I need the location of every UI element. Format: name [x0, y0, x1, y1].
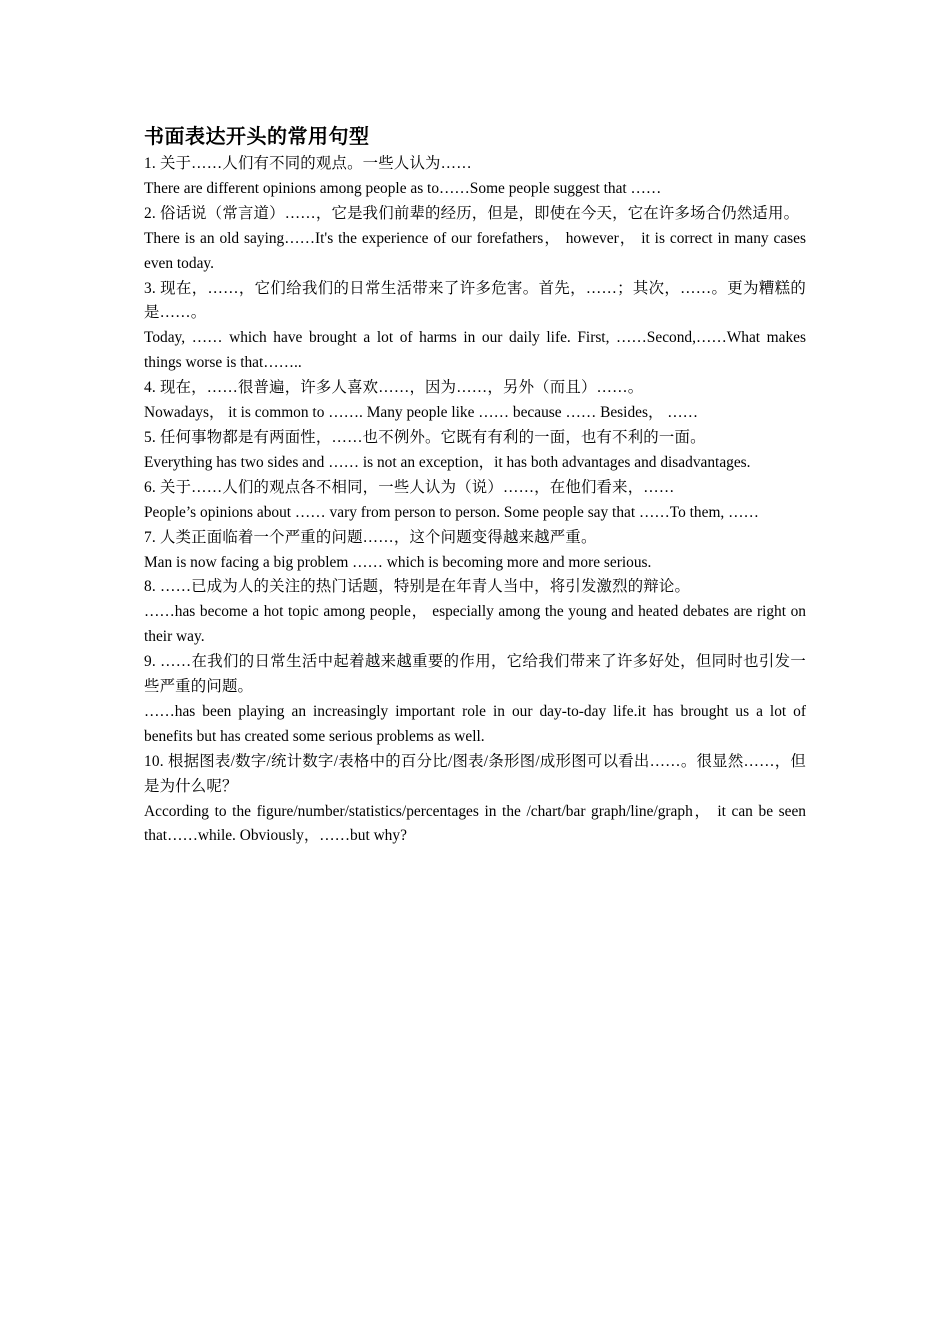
entry-5-english: Everything has two sides and …… is not an exception，it has both advantages and disadvantages.: [144, 453, 751, 471]
entry-3-english: Today, …… which have brought a lot of harms in our daily life. First, ……Second,……What makes things worse is that……..: [144, 329, 806, 372]
entry-1-chinese: 1. 关于……人们有不同的观点。一些人认为……: [144, 155, 472, 172]
entry-4-chinese: 4. 现在，……很普遍，许多人喜欢……，因为……，另外（而且）……。: [144, 379, 644, 397]
entry-2-english: There is an old saying……It's the experience of our forefathers， however， it is correct in many cases even today.: [144, 229, 806, 272]
document-title: 书面表达开头的常用句型: [144, 124, 370, 148]
entry-10-chinese: 10. 根据图表/数字/统计数字/表格中的百分比/图表/条形图/成形图可以看出……。很显然……，但是为什么呢？: [144, 752, 806, 795]
entry-3-chinese: 3. 现在，……，它们给我们的日常生活带来了许多危害。首先，……；其次，……。更为糟糕的是……。: [144, 279, 806, 322]
entry-6-english: People’s opinions about …… vary from person to person. Some people say that ……To them, ……: [144, 503, 759, 521]
entry-8-english: ……has become a hot topic among people， especially among the young and heated debates are right on their way.: [144, 603, 806, 646]
entry-1-english: There are different opinions among people as to……Some people suggest that ……: [144, 179, 662, 197]
entry-8-chinese: 8. ……已成为人的关注的热门话题，特别是在年青人当中，将引发激烈的辩论。: [144, 578, 691, 596]
entry-4-english: Nowadays， it is common to ……. Many people like …… because …… Besides， ……: [144, 404, 698, 422]
entry-6-chinese: 6. 关于……人们的观点各不相同，一些人认为（说）……，在他们看来，……: [144, 478, 675, 496]
entry-2-chinese: 2. 俗话说（常言道）……，它是我们前辈的经历，但是，即使在今天，它在许多场合仍然适用。: [144, 204, 800, 222]
entry-5-chinese: 5. 任何事物都是有两面性，……也不例外。它既有有利的一面，也有不利的一面。: [144, 428, 706, 446]
entry-9-english: ……has been playing an increasingly important role in our day-to-day life.it has brought us a lot of benefits but has created some serious problems as well.: [144, 702, 806, 745]
document-page: [144, 120, 806, 849]
entry-9-chinese: 9. ……在我们的日常生活中起着越来越重要的作用，它给我们带来了许多好处，但同时也引发一些严重的问题。: [144, 653, 806, 696]
entry-10-english: According to the figure/number/statistics/percentages in the /chart/bar graph/line/graph， it can be seen that……while. Obviously，……but why?: [144, 802, 806, 845]
entry-7-english: Man is now facing a big problem …… which is becoming more and more serious.: [144, 553, 652, 571]
entry-7-chinese: 7. 人类正面临着一个严重的问题……，这个问题变得越来越严重。: [144, 528, 597, 546]
